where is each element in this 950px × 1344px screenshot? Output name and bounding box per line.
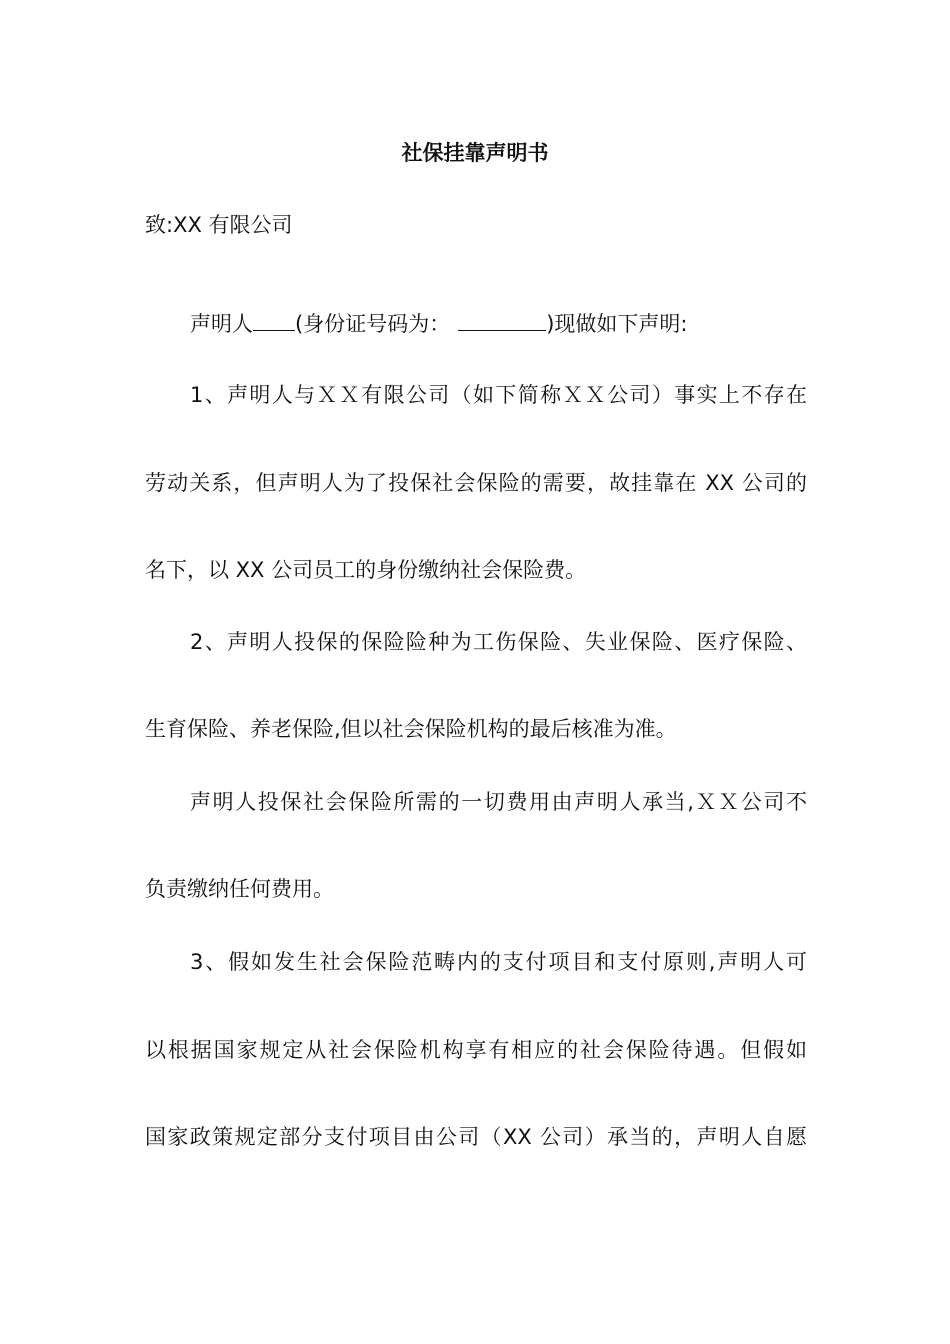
salutation: 致:XX 有限公司 [145, 213, 293, 237]
declarant-label: 声明人 [190, 312, 253, 336]
id-number-blank [458, 308, 546, 331]
id-number-label: (身份证号码为： [295, 312, 451, 336]
clause-2-line-1: 2、声明人投保的保险险种为工伤保险、失业保险、医疗保险、 [190, 630, 807, 654]
declaration-suffix: )现做如下声明: [546, 312, 688, 336]
clause-1-line-1: 1、声明人与ＸＸ有限公司（如下简称ＸＸ公司）事实上不存在 [190, 383, 807, 407]
fees-line-2: 负责缴纳任何费用。 [145, 877, 334, 901]
declaration-line [190, 308, 807, 339]
document-title: 社保挂靠声明书 [401, 141, 549, 165]
declarant-name-blank [253, 308, 295, 331]
clause-3-line-1: 3、假如发生社会保险范畴内的支付项目和支付原则,声明人可 [190, 950, 807, 974]
fees-line-1: 声明人投保社会保险所需的一切费用由声明人承当,ＸＸ公司不 [190, 790, 807, 814]
clause-3-line-2: 以根据国家规定从社会保险机构享有相应的社会保险待遇。但假如 [145, 1038, 807, 1062]
clause-1-line-3: 名下，以 XX 公司员工的身份缴纳社会保险费。 [145, 558, 587, 582]
clause-3-line-3: 国家政策规定部分支付项目由公司（XX 公司）承当的，声明人自愿 [145, 1125, 807, 1149]
clause-1-line-2: 劳动关系，但声明人为了投保社会保险的需要，故挂靠在 XX 公司的 [145, 471, 807, 495]
clause-2-line-2: 生育保险、养老保险,但以社会保险机构的最后核准为准。 [145, 717, 677, 741]
